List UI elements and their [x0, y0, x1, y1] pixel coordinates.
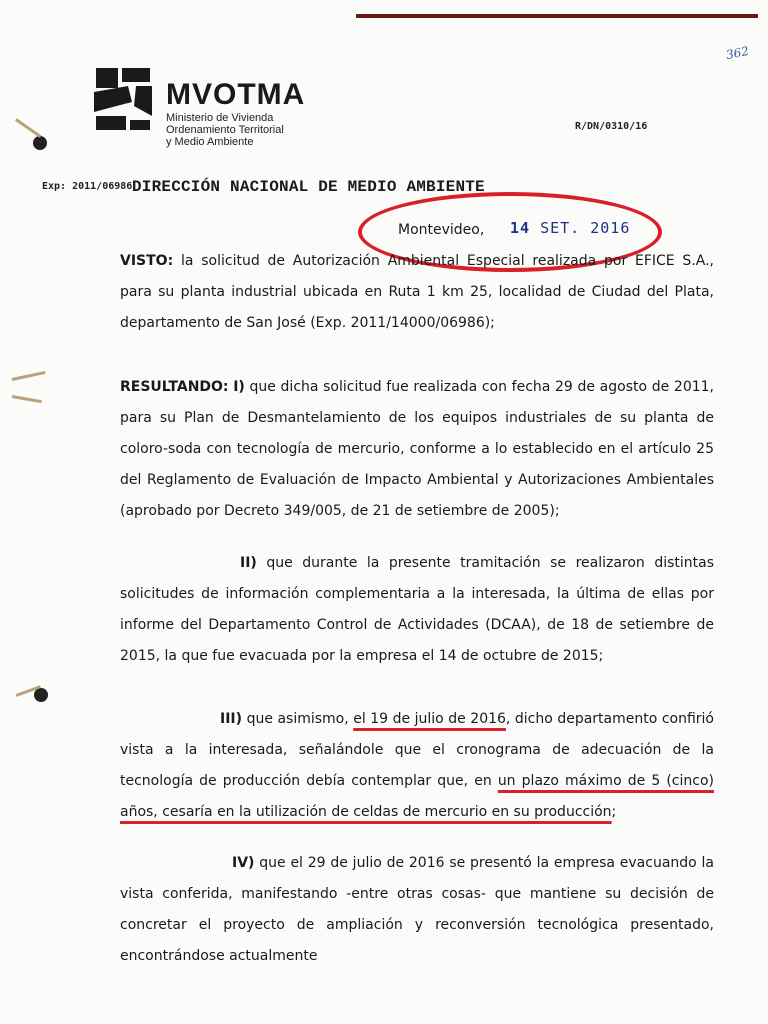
handwritten-folio-number: 362: [724, 43, 751, 63]
resultando-i-paragraph: [120, 372, 714, 527]
item-ii-text: que durante la presente tramitación se realizaron distintas solicitudes de información complementaria a la interesada, la última de ellas por informe del Departamento Control de Actividades (DCAA), de 18 de setiembre de 2015, la que fue evacuada por la empresa el 14 de octubre de 2015;: [120, 555, 715, 664]
item-iv-text: que el 29 de julio de 2016 se presentó la empresa evacuando la vista conferida, manifestando -entre otras cosas- que mantiene su decisión de concretar el proyecto de ampliación y reconversión tecnológica presentado, encontrándose actualmente: [120, 855, 715, 964]
resolution-number: R/DN/0310/16: [575, 121, 648, 132]
city-label: Montevideo,: [398, 222, 485, 238]
mvotma-logo-icon: [92, 66, 154, 132]
binder-pin: [15, 118, 41, 138]
binder-hole: [34, 688, 48, 702]
item-iii-text: que asimismo,: [246, 711, 349, 727]
ministry-line: y Medio Ambiente: [166, 136, 254, 148]
top-edge-line: [356, 14, 758, 18]
underlined-date-highlight: el 19 de julio de 2016: [353, 711, 506, 727]
visto-text: la solicitud de Autorización Ambiental Especial realizada por EFICE S.A., para su planta industrial ubicada en Ruta 1 km 25, localidad de Ciudad del Plata, departamento de San José (Exp. 2011/14000/06986);: [120, 253, 715, 331]
direction-heading: DIRECCIÓN NACIONAL DE MEDIO AMBIENTE: [132, 178, 485, 196]
item-ii-label: II): [240, 555, 257, 571]
item-iii-text-end: ;: [611, 804, 617, 820]
ministry-name: [166, 112, 284, 148]
ministry-line: Ordenamiento Territorial: [166, 124, 284, 136]
resultando-label: RESULTANDO:: [120, 379, 229, 395]
binder-pin: [12, 395, 42, 403]
underlined-deadline-highlight: un plazo máximo de 5 (cinco) años, cesaría en la utilización de celdas de mercurio en su producción: [120, 773, 714, 820]
ministry-line: Ministerio de Vivienda: [166, 112, 274, 124]
expediente-reference: Exp: 2011/06986: [42, 181, 133, 192]
binder-hole: [33, 136, 47, 150]
date-stamp: [510, 219, 630, 237]
binder-pin: [12, 371, 46, 381]
visto-paragraph: [120, 246, 714, 339]
item-i-label: I): [233, 379, 245, 395]
date-day: 14: [510, 219, 531, 237]
resultando-iv-paragraph: [120, 848, 714, 972]
item-i-text: que dicha solicitud fue realizada con fecha 29 de agosto de 2011, para su Plan de Desmantelamiento de los equipos industriales de su planta de coloro-soda con tecnología de mercurio, conforme a lo establecido en el artículo 25 del Reglamento de Evaluación de Impacto Ambiental y Autorizaciones Ambientales (aprobado por Decreto 349/005, de 21 de setiembre de 2005);: [120, 379, 714, 519]
resultando-ii-paragraph: [120, 548, 714, 672]
item-iii-text-continued: , dicho departamento confirió vista a la interesada, señalándole que el cronograma de adecuación de la tecnología de producción debía contemplar que, en: [120, 711, 714, 789]
visto-label: VISTO:: [120, 253, 174, 269]
item-iii-label: III): [220, 711, 243, 727]
item-iv-label: IV): [232, 855, 255, 871]
date-month-year: SET. 2016: [540, 219, 631, 237]
brand-name: MVOTMA: [166, 78, 306, 111]
resultando-iii-paragraph: [120, 704, 714, 828]
